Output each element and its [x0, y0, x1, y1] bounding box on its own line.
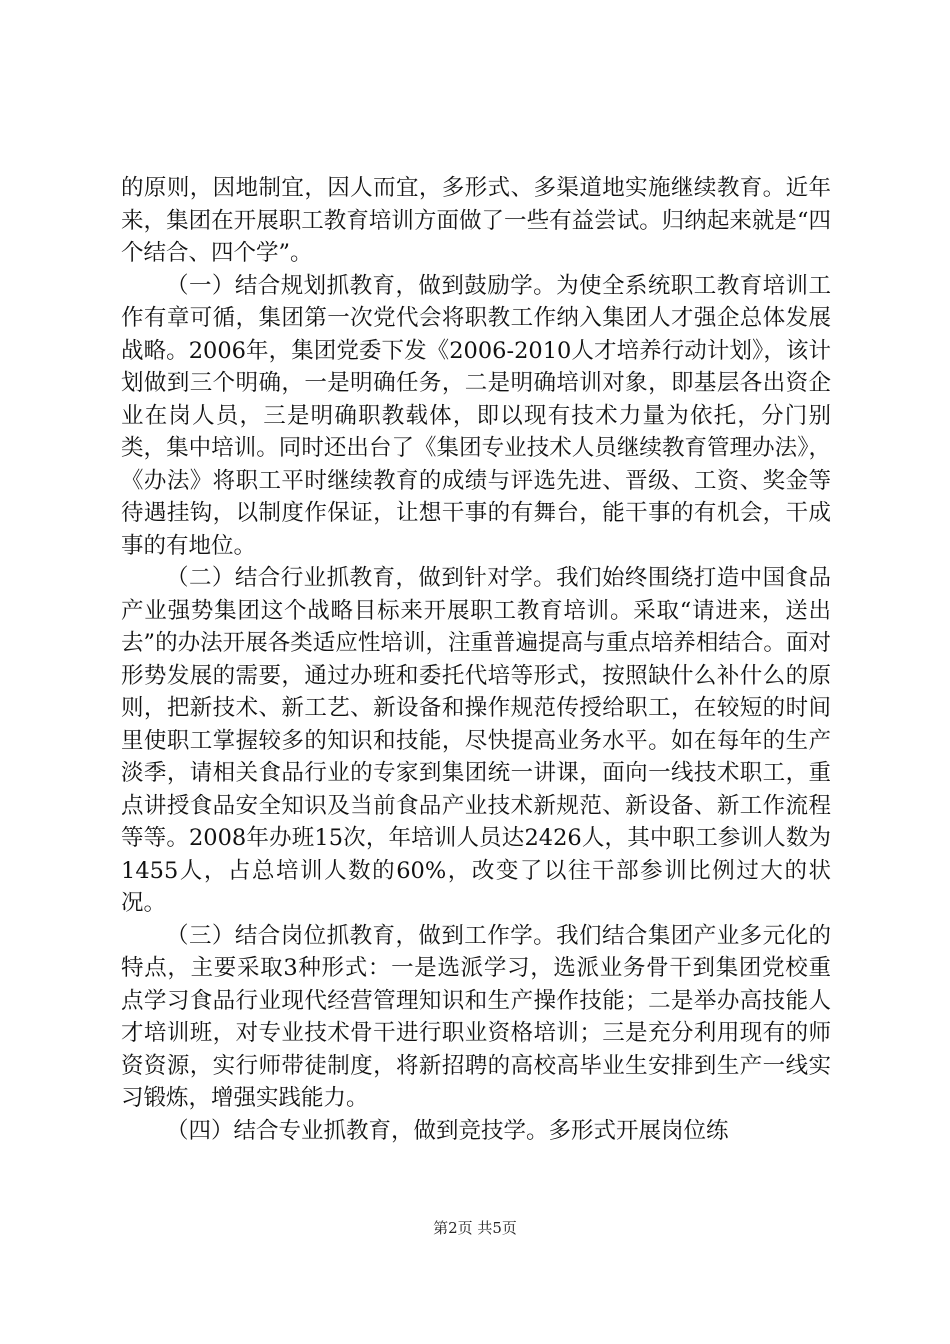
paragraph-section-2: （二）结合行业抓教育，做到针对学。我们始终围绕打造中国食品产业强势集团这个战略目标来开展职工教育培训。采取“请进来，送出去”的办法开展各类适应性培训，注重普遍提高与重点培养相结合。面对形势发展的需要，通过办班和委托代培等形式，按照缺什么补什么的原则，把新技术、新工艺、新设备和操作规范传授给职工，在较短的时间里使职工掌握较多的知识和技能，尽快提高业务水平。如在每年的生产淡季，请相关食品行业的专家到集团统一讲课，面向一线技术职工，重点讲授食品安全知识及当前食品产业技术新规范、新设备、新工作流程等等。2008年办班15次，年培训人员达2426人，其中职工参训人数为1455人，占总培训人数的60%，改变了以往干部参训比例过大的状况。 [121, 565, 831, 916]
page-footer: 第2页 共5页 [433, 1219, 517, 1237]
paragraph-section-3: （三）结合岗位抓教育，做到工作学。我们结合集团产业多元化的特点，主要采取3种形式：一是选派学习，选派业务骨干到集团党校重点学习食品行业现代经营管理知识和生产操作技能；二是举办高技能人才培训班，对专业技术骨干进行职业资格培训；三是充分利用现有的师资资源，实行师带徒制度，将新招聘的高校高毕业生安排到生产一线实习锻炼，增强实践能力。 [121, 922, 831, 1111]
paragraph-continuation: 的原则，因地制宜，因人而宜，多形式、多渠道地实施继续教育。近年来，集团在开展职工教育培训方面做了一些有益尝试。归纳起来就是“四个结合、四个学”。 [121, 175, 831, 266]
paragraph-section-4: （四）结合专业抓教育，做到竞技学。多形式开展岗位练 [166, 1117, 729, 1144]
paragraph-section-1: （一）结合规划抓教育，做到鼓励学。为使全系统职工教育培训工作有章可循，集团第一次党代会将职教工作纳入集团人才强企总体发展战略。2006年，集团党委下发《2006-2010人才培养行动计划》，该计划做到三个明确，一是明确任务，二是明确培训对象，即基层各出资企业在岗人员，三是明确职教载体，即以现有技术力量为依托，分门别类，集中培训。同时还出台了《集团专业技术人员继续教育管理办法》，《办法》将职工平时继续教育的成绩与评选先进、晋级、工资、奖金等待遇挂钩，以制度作保证，让想干事的有舞台，能干事的有机会，干成事的有地位。 [121, 272, 831, 559]
body-text [121, 172, 831, 1147]
